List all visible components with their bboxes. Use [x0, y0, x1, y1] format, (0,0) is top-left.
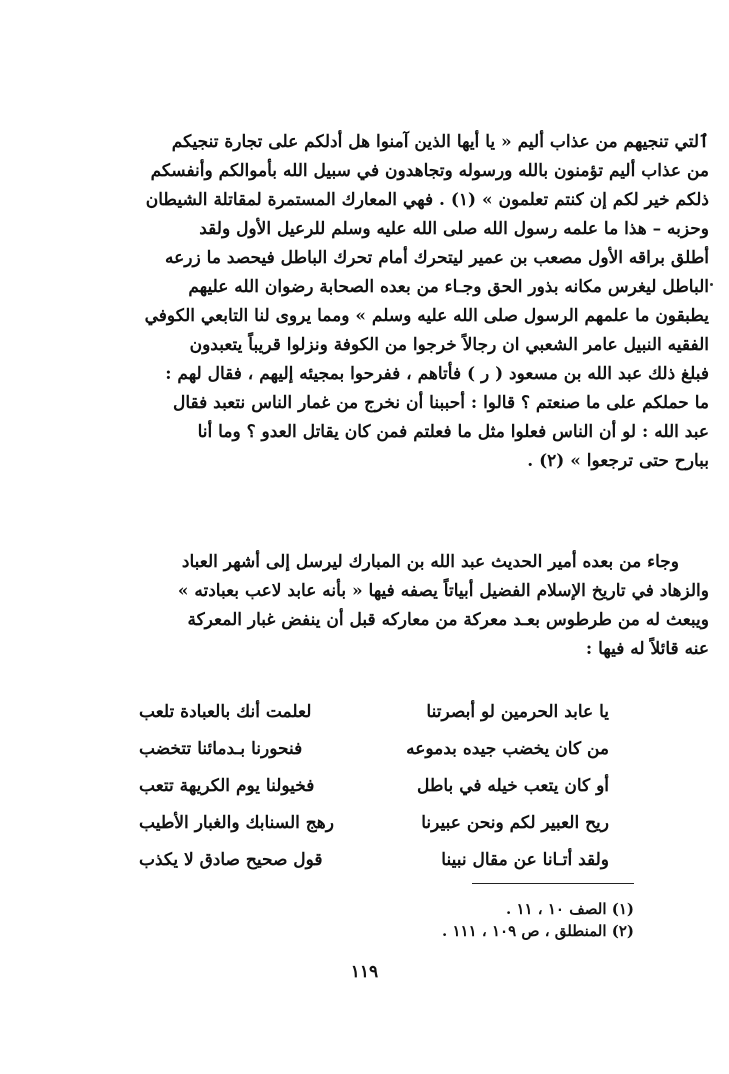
poem-verse	[139, 768, 609, 805]
verse-second-hemistich: فنحورنا بـدمائنا تتخضب	[139, 739, 303, 759]
margin-mark	[710, 283, 713, 286]
text-line: من عذاب أليم تؤمنون بالله ورسوله وتجاهدون في سبيل الله بأموالكم وأنفسكم	[150, 161, 709, 181]
text-line: ببارح حتى ترجعوا » (٢) .	[527, 451, 709, 471]
poem-verse	[139, 731, 609, 768]
verse-second-hemistich: رهج السنابك والغبار الأطيب	[139, 813, 334, 833]
footnote: (٢) المنطلق ، ص ١٠٩ ، ١١١ .	[442, 922, 634, 940]
verse-first-hemistich: أو كان يتعب خيله في باطل	[416, 776, 609, 796]
text-line: ذلكم خير لكم إن كنتم تعلمون » (١) . فهي المعارك المستمرة لمقاتلة الشيطان	[145, 190, 709, 210]
poem-verse	[139, 694, 609, 731]
text-line: فبلغ ذلك عبد الله بن مسعود ( ر ) فأتاهم ، ففرحوا بمجيئه إليهم ، فقال لهم :	[165, 364, 709, 384]
text-line: عنه قائلاً له فيها :	[585, 639, 709, 659]
paragraph-1	[69, 128, 709, 476]
poem-verse	[139, 842, 609, 879]
verse-first-hemistich: يا عابد الحرمين لو أبصرتنا	[426, 702, 609, 722]
text-line: ويبعث له من طرطوس بعـد معركة من معاركه قبل أن ينفض غبار المعركة	[187, 610, 709, 630]
text-line: ما حملكم على ما صنعتم ؟ قالوا : أحببنا أن نخرج من غمار الناس نتعبد فقال	[172, 393, 709, 413]
poem-verse	[139, 805, 609, 842]
poem	[139, 694, 609, 879]
footnotes	[234, 898, 634, 942]
verse-first-hemistich: من كان يخضب جيده بدموعه	[406, 739, 609, 759]
text-line: الباطل ليغرس مكانه بذور الحق وجـاء من بعده الصحابة رضوان الله عليهم	[188, 277, 709, 297]
verse-second-hemistich: لعلمت أنك بالعبادة تلعب	[139, 702, 312, 722]
verse-second-hemistich: قول صحيح صادق لا يكذب	[139, 850, 323, 870]
text-line: يطبقون ما علمهم الرسول صلى الله عليه وسلم » ومما يروى لنا التابعي الكوفي	[144, 306, 709, 326]
paragraph-2	[69, 548, 709, 664]
verse-first-hemistich: ولقد أتـانا عن مقال نبينا	[441, 850, 609, 870]
text-line: ٱلتي تنجيهم من عذاب أليم « يا أيها الذين آمنوا هل أدلكم على تجارة تنجيكم	[171, 132, 709, 152]
footnote-divider	[472, 883, 634, 884]
page-number: ١١٩	[350, 962, 379, 982]
footnote: (١) الصف ١٠ ، ١١ .	[506, 900, 634, 918]
text-line: وجاء من بعده أمير الحديث عبد الله بن المبارك ليرسل إلى أشهر العباد	[181, 552, 679, 572]
text-line: الفقيه النبيل عامر الشعبي ان رجالاً خرجوا من الكوفة ونزلوا قريباً يتعبدون	[189, 335, 709, 355]
text-line: أطلق براقه الأول مصعب بن عمير ليتحرك أمام تحرك الباطل فيحصد ما زرعه	[165, 248, 709, 268]
verse-first-hemistich: ريح العبير لكم ونحن عبيرنا	[421, 813, 609, 833]
text-line: وحزبه – هذا ما علمه رسول الله صلى الله عليه وسلم للرعيل الأول ولقد	[199, 219, 709, 239]
text-line: والزهاد في تاريخ الإسلام الفضيل أبياتاً يصفه فيها « بأنه عابد لاعب بعبادته »	[177, 581, 709, 601]
text-line: عبد الله : لو أن الناس فعلوا مثل ما فعلتم فمن كان يقاتل العدو ؟ وما أنا	[197, 422, 709, 442]
verse-second-hemistich: فخيولنا يوم الكريهة تتعب	[139, 776, 315, 796]
